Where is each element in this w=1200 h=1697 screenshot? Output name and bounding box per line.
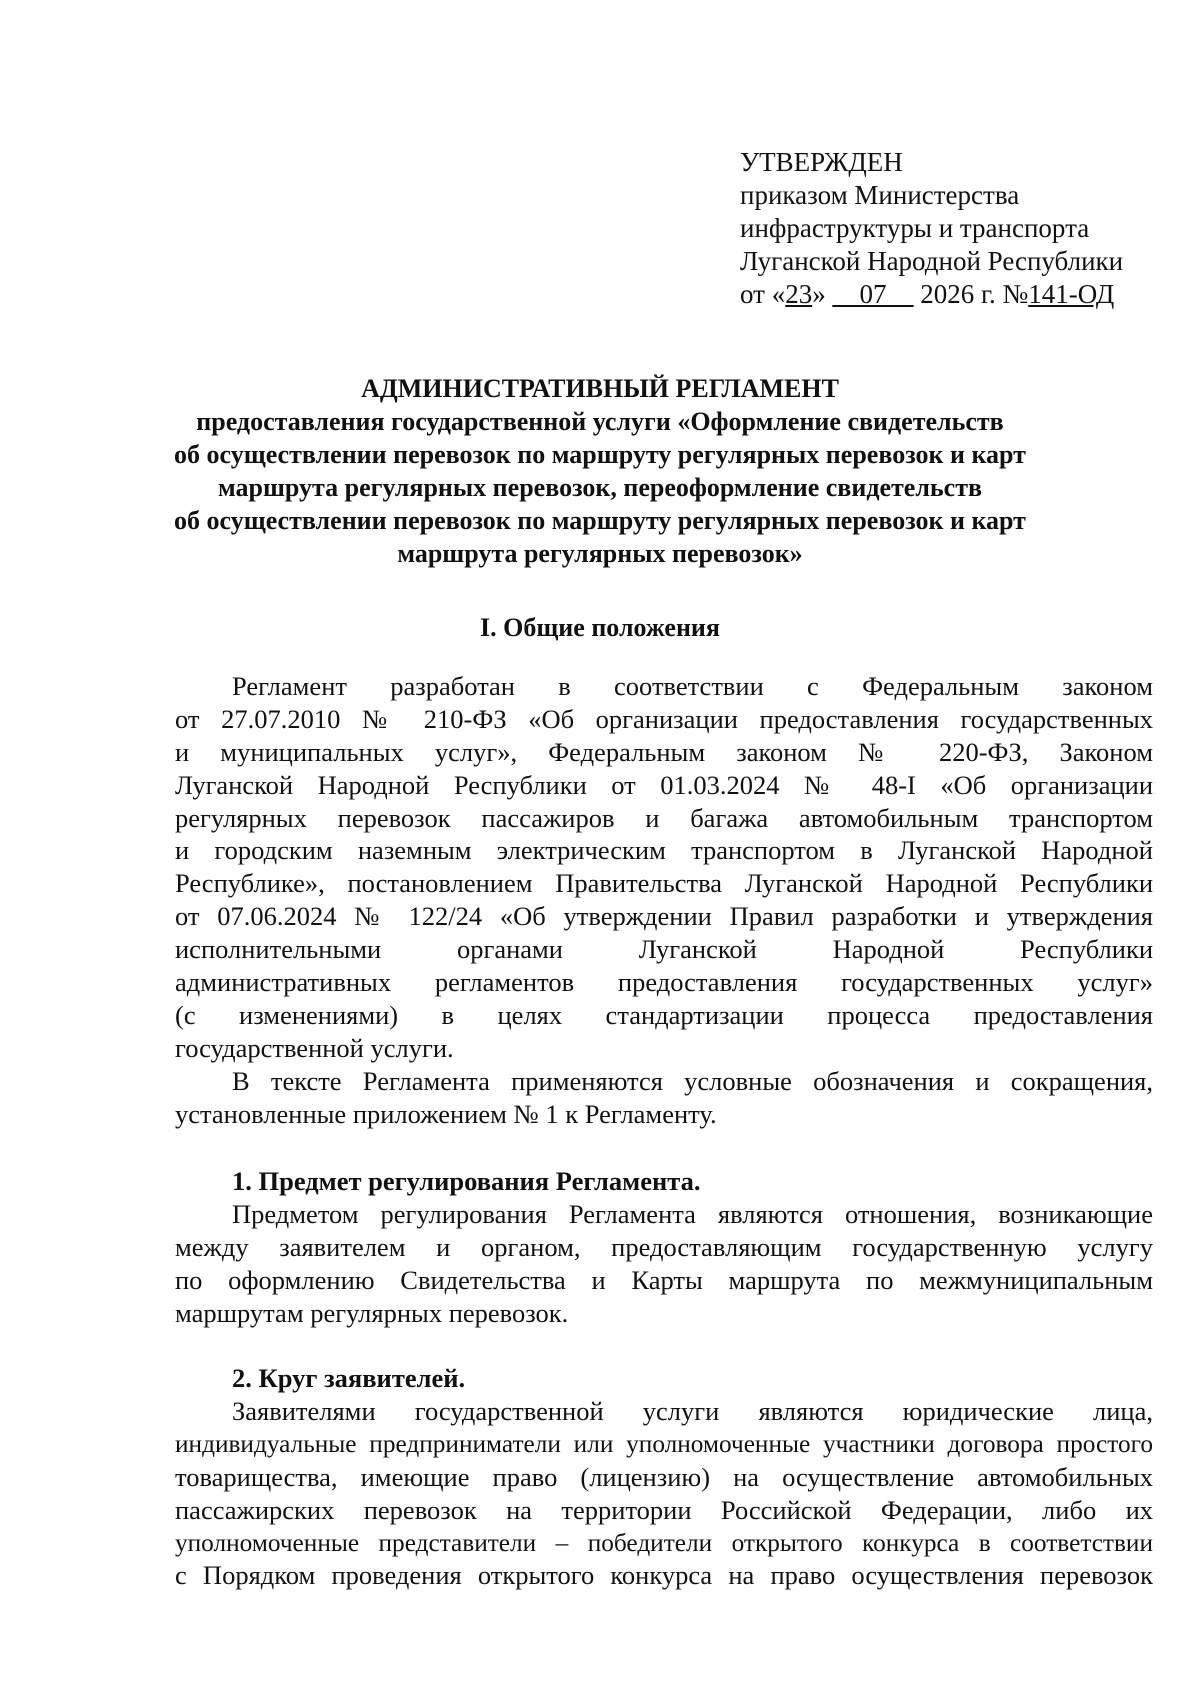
paragraph-line: установленные приложением № 1 к Регламенту. <box>175 1098 717 1129</box>
paragraph-line: уполномоченные представители – победители открытого конкурса в соответствии <box>175 1528 1153 1557</box>
paragraph-line: Предметом регулирования Регламента являются отношения, возникающие <box>232 1199 1153 1229</box>
approval-block <box>740 146 1160 311</box>
title-line-3: об осуществлении перевозок по маршруту регулярных перевозок и карт <box>174 440 1026 469</box>
paragraph-line: (с изменениями) в целях стандартизации процесса предоставления <box>175 999 1153 1030</box>
paragraph-line: между заявителем и органом, предоставляющим государственную услугу <box>175 1231 1153 1262</box>
title-line-4: маршрута регулярных перевозок, переоформление свидетельств <box>217 473 983 502</box>
approval-order: приказом Министерства <box>740 180 1020 210</box>
title-line-2: предоставления государственной услуги «Оформление свидетельств <box>196 407 1004 436</box>
title-line-6: маршрута регулярных перевозок» <box>397 539 803 568</box>
paragraph-line: по оформлению Свидетельства и Карты маршрута по межмуниципальным <box>175 1264 1153 1295</box>
paragraph-line: и городским наземным электрическим транспортом в Луганской Народной <box>175 835 1153 866</box>
date-month: __07__ <box>832 279 914 309</box>
title-line-5: об осуществлении перевозок по маршруту регулярных перевозок и карт <box>174 506 1026 535</box>
approval-ministry: инфраструктуры и транспорта <box>740 213 1090 243</box>
date-mid: » <box>812 279 833 309</box>
subject-section <box>175 1165 1153 1330</box>
paragraph-line: Республике», постановлением Правительства Луганской Народной Республики <box>175 868 1153 899</box>
paragraph-line: регулярных перевозок пассажиров и багажа автомобильным транспортом <box>175 802 1153 833</box>
paragraph-line: В тексте Регламента применяются условные обозначения и сокращения, <box>232 1065 1153 1096</box>
paragraph-line: с Порядком проведения открытого конкурса на право осуществления перевозок <box>175 1560 1153 1591</box>
date-year: 2026 г. № <box>913 279 1029 309</box>
approval-republic: Луганской Народной Республики <box>740 246 1124 276</box>
paragraph-line: товарищества, имеющие право (лицензию) на осуществление автомобильных <box>175 1461 1153 1492</box>
paragraph-line: Луганской Народной Республики от 01.03.2024 № 48-I «Об организации <box>175 769 1153 800</box>
approval-date-line <box>740 278 1160 311</box>
general-provisions-text <box>175 670 1153 1130</box>
paragraph-line: Регламент разработан в соответствии с Федеральным законом <box>232 671 1153 701</box>
paragraph-line: индивидуальные предприниматели или уполномоченные участники договора простого <box>175 1429 1153 1458</box>
date-prefix: от « <box>740 279 786 309</box>
paragraph-line: от 07.06.2024 № 122/24 «Об утверждении Правил разработки и утверждения <box>175 901 1153 932</box>
paragraph-line: пассажирских перевозок на территории Российской Федерации, либо их <box>175 1494 1153 1525</box>
section-heading: I. Общие положения <box>480 613 720 642</box>
approval-title: УТВЕРЖДЕН <box>740 147 903 177</box>
paragraph-line: государственной услуги. <box>175 1032 454 1063</box>
applicants-section <box>175 1362 1153 1592</box>
applicants-heading: 2. Круг заявителей. <box>232 1363 466 1393</box>
paragraph-line: от 27.07.2010 № 210-ФЗ «Об организации предоставления государственных <box>175 703 1153 734</box>
paragraph-line: исполнительными органами Луганской Народной Республики <box>175 934 1153 965</box>
order-number: 141-ОД <box>1028 279 1115 309</box>
subject-heading: 1. Предмет регулирования Регламента. <box>232 1166 701 1196</box>
document-title <box>170 372 1030 570</box>
paragraph-line: маршрутам регулярных перевозок. <box>175 1297 569 1328</box>
title-line-1: АДМИНИСТРАТИВНЫЙ РЕГЛАМЕНТ <box>361 374 839 403</box>
paragraph-line: Заявителями государственной услуги являются юридические лица, <box>232 1396 1153 1426</box>
paragraph-line: и муниципальных услуг», Федеральным законом № 220-ФЗ, Законом <box>175 736 1153 767</box>
date-day: 23 <box>785 279 813 309</box>
paragraph-line: административных регламентов предоставления государственных услуг» <box>175 967 1153 998</box>
